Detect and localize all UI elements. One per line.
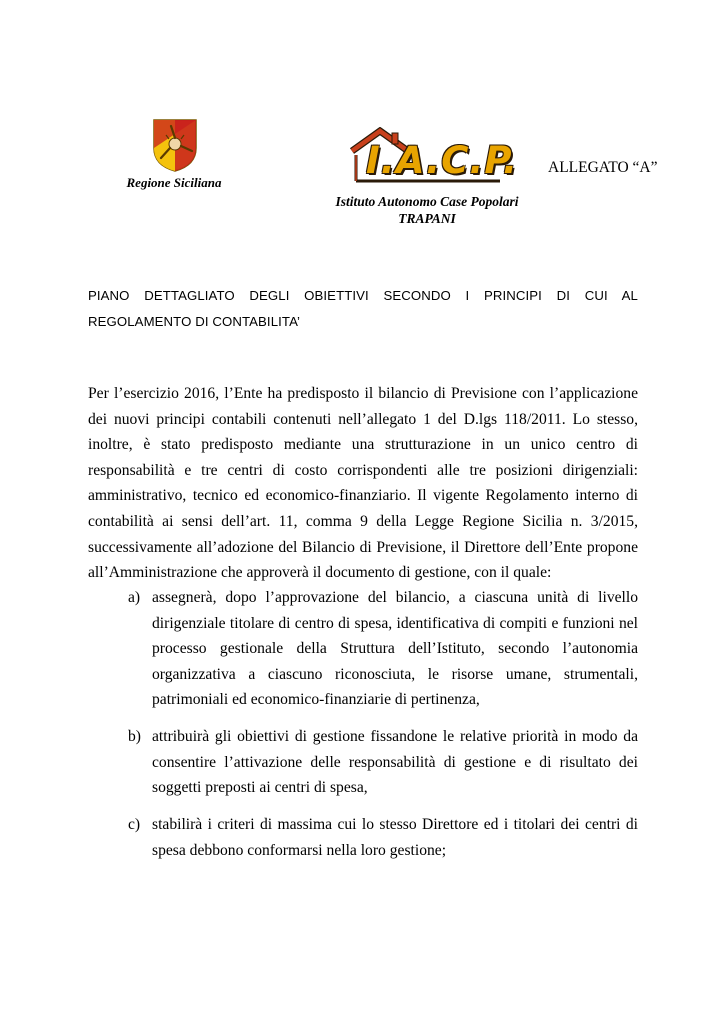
annex-label: ALLEGATO “A” (548, 159, 658, 176)
document-heading: PIANO DETTAGLIATO DEGLI OBIETTIVI SECONDO I PRINCIPI DI CUI AL REGOLAMENTO DI CONTABILITA’ (88, 288, 638, 329)
institute-caption (318, 193, 536, 227)
list-item-marker: b) (128, 728, 141, 745)
institute-city: TRAPANI (398, 211, 456, 226)
regione-siciliana-coat-of-arms-icon (152, 118, 198, 172)
iacp-logo-text: I.A.C.P. (366, 139, 519, 182)
list-item-text: stabilirà i criteri di massima cui lo stesso Direttore ed i titolari dei centri di spesa debbono conformarsi nella loro gestione; (152, 816, 638, 859)
list-item-marker: c) (128, 816, 141, 833)
intro-paragraph: Per l’esercizio 2016, l’Ente ha predisposto il bilancio di Previsione con l’applicazione dei nuovi principi contabili contenuti nell’allegato 1 del D.lgs 118/2011. Lo stesso, inoltre, è stato predisposto mediante una strutturazione in un unico centro di responsabilità e tre centri di costo corrispondenti alle tre posizioni dirigenziali: amministrativo, tecnico ed economico-finanziario. Il vigente Regolamento interno di contabilità ai sensi dell’art. 11, comma 9 della Legge Regione Sicilia n. 3/2015, successivamente all’adozione del Bilancio di Previsione, il Direttore dell’Ente propone all’Amministrazione che approverà il documento di gestione, con il quale: (88, 385, 638, 582)
institute-name: Istituto Autonomo Case Popolari (335, 194, 519, 209)
list-item-text: assegnerà, dopo l’approvazione del bilancio, a ciascuna unità di livello dirigenziale titolare di centro di spesa, identificativa di compiti e funzioni nel processo gestionale della Struttura dell’Istituto, secondo l’autonomia organizzativa a ciascuno riconosciuta, le risorse umane, strumentali, patrimoniali ed economico-finanziarie di pertinenza, (152, 589, 638, 709)
list-item-marker: a) (128, 589, 141, 606)
list-item-text: attribuirà gli obiettivi di gestione fissandone le relative priorità in modo da consentire l’attivazione delle responsabilità di gestione e di risultato dei soggetti preposti ai centri di spesa, (152, 728, 638, 797)
region-caption: Regione Siciliana (126, 175, 222, 190)
